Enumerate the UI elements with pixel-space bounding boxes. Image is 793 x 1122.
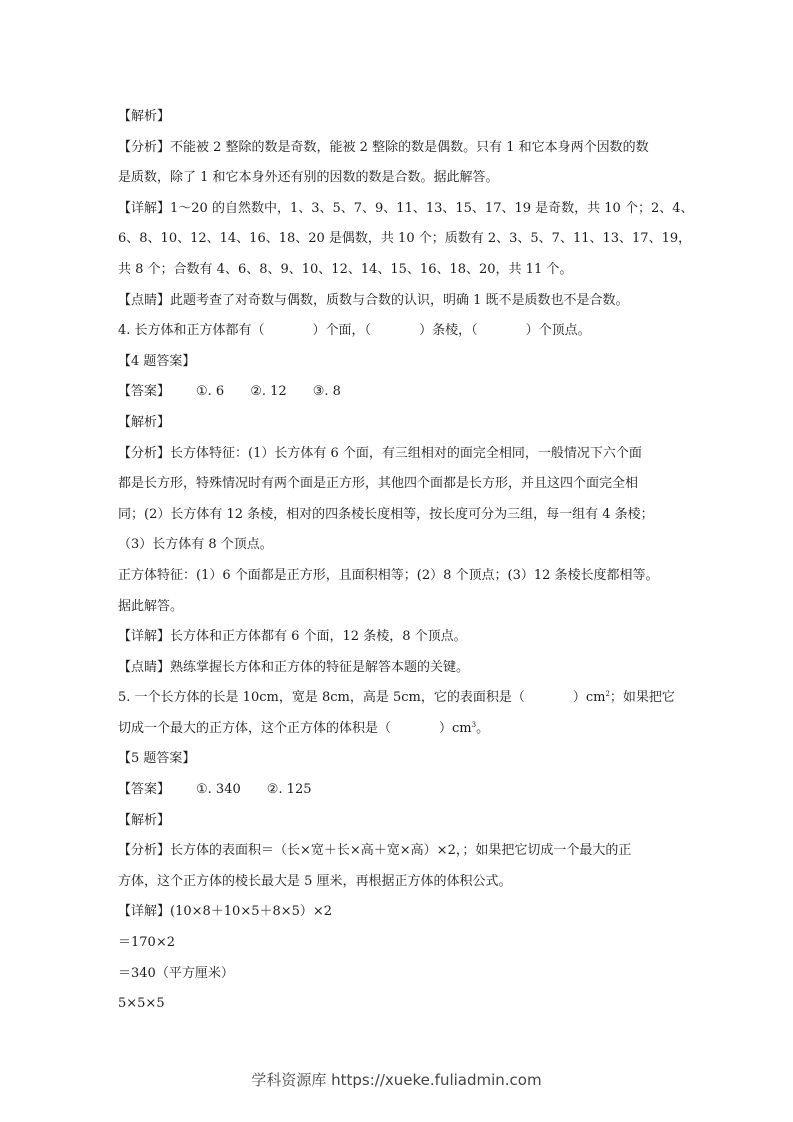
text-line: 方体，这个正方体的棱长最大是 5 厘米，再根据正方体的体积公式。 xyxy=(118,873,512,889)
answer-line-5: 【答案】 ①. 340 ②. 125 xyxy=(118,782,312,798)
text-line: 【点睛】此题考查了对奇数与偶数，质数与合数的认识，明确 1 既不是质数也不是合数。 xyxy=(118,292,629,308)
text-line: 是质数，除了 1 和它本身外还有别的因数的数是合数。据此解答。 xyxy=(118,170,499,186)
text-line: 5×5×5 xyxy=(118,996,165,1012)
text-line: 【详解】长方体和正方体都有 6 个面，12 条棱，8 个顶点。 xyxy=(118,629,467,645)
text-line: 【分析】长方体特征：(1）长方体有 6 个面，有三组相对的面完全相同，一般情况下六个面 xyxy=(118,445,642,461)
text-line: 正方体特征：(1）6 个面都是正方形，且面积相等；(2）8 个顶点；(3）12 条棱长度都相等。 xyxy=(118,567,659,583)
document-body xyxy=(118,102,694,1020)
text-line: 都是长方形，特殊情况时有两个面是正方形，其他四个面都是长方形，并且这四个面完全相 xyxy=(118,476,639,492)
text-line: 【详解】(10×8＋10×5＋8×5）×2 xyxy=(118,904,333,920)
text-line: 同；(2）长方体有 12 条棱，相对的四条棱长度相等，按长度可分为三组，每一组有 4 条棱； xyxy=(118,506,654,522)
text-line: 【分析】不能被 2 整除的数是奇数，能被 2 整除的数是偶数。只有 1 和它本身两个因数的数 xyxy=(118,139,649,155)
question-5-line-2: 切成一个最大的正方体，这个正方体的体积是（ ）$cm^3$。 xyxy=(118,720,490,736)
answer-line-4: 【答案】 ①. 6 ②. 12 ③. 8 xyxy=(118,384,341,400)
section-heading-analysis: 【解析】 xyxy=(118,414,171,430)
answer-heading-4: 【4 题答案】 xyxy=(118,353,196,369)
text-line: 共 8 个；合数有 4、6、8、9、10、12、14、15、16、18、20，共 11 个。 xyxy=(118,261,573,277)
text-line: 据此解答。 xyxy=(118,598,184,614)
question-5-line-1: 5. 一个长方体的长是 10cm，宽是 8cm，高是 5cm，它的表面积是（ ）$cm^2$；如果把它 xyxy=(118,690,675,706)
question-4: 4. 长方体和正方体都有（ ）个面，（ ）条棱，（ ）个顶点。 xyxy=(118,323,591,339)
answer-heading-5: 【5 题答案】 xyxy=(118,751,196,767)
text-line: 6、8、10、12、14、16、18、20 是偶数，共 10 个；质数有 2、3、5、7、11、13、17、19， xyxy=(118,231,692,247)
text-line: 【分析】长方体的表面积＝（长×宽＋长×高＋宽×高）×2，；如果把它切成一个最大的正 xyxy=(118,843,632,859)
text-line: 【详解】1～20 的自然数中，1、3、5、7、9、11、13、15、17、19 是奇数，共 10 个；2、4、 xyxy=(118,200,694,216)
text-line: （3）长方体有 8 个顶点。 xyxy=(118,537,273,553)
section-heading-analysis: 【解析】 xyxy=(118,109,171,124)
text-line: ＝170×2 xyxy=(118,935,175,951)
footer-watermark: 学科资源库 https://xueke.fuliadmin.com xyxy=(251,1071,542,1089)
text-line: ＝340（平方厘米） xyxy=(118,965,234,981)
text-line: 【点睛】熟练掌握长方体和正方体的特征是解答本题的关键。 xyxy=(118,659,470,675)
section-heading-analysis: 【解析】 xyxy=(118,812,171,828)
